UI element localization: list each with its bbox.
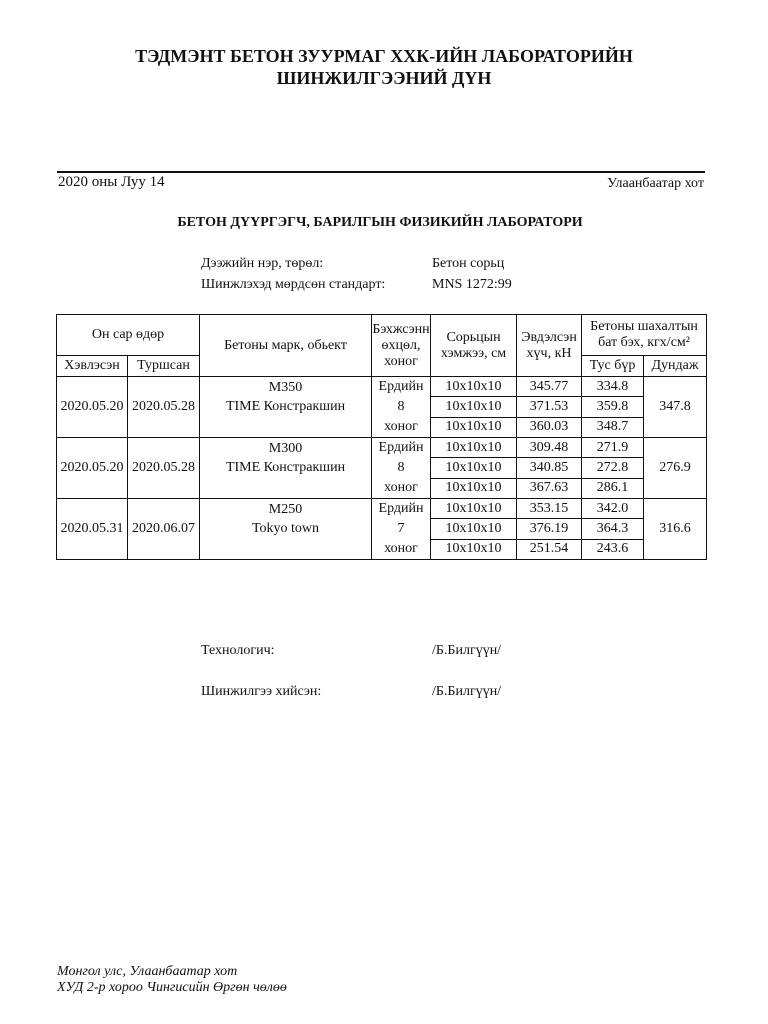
header-curing-line-1: Бэхжсэнн bbox=[372, 321, 430, 337]
standard-value: MNS 1272:99 bbox=[432, 277, 512, 292]
poured-date: 2020.05.20 bbox=[57, 377, 128, 438]
sample-info-row bbox=[201, 256, 621, 272]
strength-single: 364.3 bbox=[582, 519, 644, 539]
header-strength-line-2: бат бэх, кгх/см² bbox=[598, 335, 690, 350]
table-row bbox=[57, 377, 707, 397]
breaking-force: 360.03 bbox=[517, 417, 582, 437]
curing-type: Ердийн bbox=[378, 440, 424, 455]
header-tested: Туршсан bbox=[128, 356, 200, 377]
sample-value: Бетон сорьц bbox=[432, 256, 505, 271]
poured-date: 2020.05.31 bbox=[57, 499, 128, 560]
curing-days: 8 bbox=[397, 399, 405, 414]
header-grade-object: Бетоны марк, обьект bbox=[200, 315, 372, 377]
tester-signature bbox=[201, 684, 621, 700]
curing-days: 8 bbox=[397, 460, 405, 475]
curing-unit: хоног bbox=[384, 419, 418, 434]
header-date-group: Он сар өдөр bbox=[57, 315, 200, 356]
sample-label: Дээжийн нэр, төрөл: bbox=[201, 256, 324, 271]
header-curing-line-2: өхцөл, bbox=[381, 337, 421, 353]
table-row bbox=[57, 499, 707, 519]
sample-size: 10x10x10 bbox=[431, 417, 517, 437]
strength-single: 334.8 bbox=[582, 377, 644, 397]
strength-single: 243.6 bbox=[582, 539, 644, 559]
strength-single: 348.7 bbox=[582, 417, 644, 437]
tested-date: 2020.05.28 bbox=[128, 377, 200, 438]
curing-unit: хоног bbox=[384, 480, 418, 495]
strength-average: 347.8 bbox=[644, 377, 707, 438]
footer-line-1: Монгол улс, Улаанбаатар хот bbox=[57, 964, 238, 979]
standard-label: Шинжлэхэд мөрдсөн стандарт: bbox=[201, 277, 386, 292]
header-force bbox=[517, 315, 582, 377]
strength-single: 342.0 bbox=[582, 499, 644, 519]
sample-size: 10x10x10 bbox=[431, 539, 517, 559]
breaking-force: 353.15 bbox=[517, 499, 582, 519]
object-name: Tokyo town bbox=[251, 521, 320, 536]
footer-line-2: ХУД 2-р хороо Чингисийн Өргөн чөлөө bbox=[57, 980, 287, 995]
breaking-force: 340.85 bbox=[517, 458, 582, 478]
curing-type: Ердийн bbox=[378, 379, 424, 394]
header-curing-line-3: хоног bbox=[384, 353, 418, 369]
grade-object-cell bbox=[200, 499, 372, 560]
header-strength-group bbox=[582, 315, 707, 356]
header-strength-line-1: Бетоны шахалтын bbox=[590, 319, 698, 334]
tested-date: 2020.05.28 bbox=[128, 438, 200, 499]
curing-days: 7 bbox=[397, 521, 405, 536]
sample-size: 10x10x10 bbox=[431, 478, 517, 498]
results-table bbox=[56, 314, 707, 560]
sample-size: 10x10x10 bbox=[431, 438, 517, 458]
sample-size: 10x10x10 bbox=[431, 397, 517, 417]
curing-cell bbox=[372, 438, 431, 499]
technologist-label: Технологич: bbox=[201, 643, 275, 658]
footer-address bbox=[57, 964, 287, 996]
header-size bbox=[431, 315, 517, 377]
sample-size: 10x10x10 bbox=[431, 519, 517, 539]
tested-date: 2020.06.07 bbox=[128, 499, 200, 560]
concrete-grade: M350 bbox=[268, 380, 303, 395]
header-size-line-2: хэмжээ, см bbox=[440, 345, 507, 361]
header-curing bbox=[372, 315, 431, 377]
header-size-line-1: Сорьцын bbox=[446, 329, 501, 345]
object-name: TIME Констракшин bbox=[225, 399, 346, 414]
table-row bbox=[57, 438, 707, 458]
strength-single: 359.8 bbox=[582, 397, 644, 417]
technologist-signature bbox=[201, 643, 621, 659]
header-divider bbox=[57, 171, 705, 173]
breaking-force: 345.77 bbox=[517, 377, 582, 397]
report-city: Улаанбаатар хот bbox=[607, 176, 704, 191]
document-title bbox=[0, 45, 768, 89]
curing-cell bbox=[372, 377, 431, 438]
breaking-force: 371.53 bbox=[517, 397, 582, 417]
sample-size: 10x10x10 bbox=[431, 458, 517, 478]
tester-name: /Б.Билгүүн/ bbox=[432, 684, 502, 699]
header-average: Дундаж bbox=[644, 356, 707, 377]
lab-name: БЕТОН ДҮҮРГЭГЧ, БАРИЛГЫН ФИЗИКИЙН ЛАБОРАТОРИ bbox=[177, 215, 583, 230]
grade-object-cell bbox=[200, 438, 372, 499]
tester-label: Шинжилгээ хийсэн: bbox=[201, 684, 322, 699]
grade-object-cell bbox=[200, 377, 372, 438]
strength-average: 316.6 bbox=[644, 499, 707, 560]
sample-size: 10x10x10 bbox=[431, 499, 517, 519]
curing-cell bbox=[372, 499, 431, 560]
header-force-line-2: хүч, кН bbox=[526, 345, 572, 361]
strength-single: 286.1 bbox=[582, 478, 644, 498]
breaking-force: 367.63 bbox=[517, 478, 582, 498]
curing-unit: хоног bbox=[384, 541, 418, 556]
header-force-line-1: Эвдэлсэн bbox=[521, 329, 577, 345]
object-name: TIME Констракшин bbox=[225, 460, 346, 475]
report-date: 2020 оны Луу 14 bbox=[58, 174, 165, 190]
header-single: Тус бүр bbox=[582, 356, 644, 377]
strength-single: 271.9 bbox=[582, 438, 644, 458]
poured-date: 2020.05.20 bbox=[57, 438, 128, 499]
curing-type: Ердийн bbox=[378, 501, 424, 516]
strength-single: 272.8 bbox=[582, 458, 644, 478]
standard-info-row bbox=[201, 277, 621, 293]
title-line-2: ШИНЖИЛГЭЭНИЙ ДҮН bbox=[276, 68, 492, 88]
sample-size: 10x10x10 bbox=[431, 377, 517, 397]
concrete-grade: M250 bbox=[268, 502, 303, 517]
concrete-grade: M300 bbox=[268, 441, 303, 456]
strength-average: 276.9 bbox=[644, 438, 707, 499]
breaking-force: 376.19 bbox=[517, 519, 582, 539]
title-line-1: ТЭДМЭНТ БЕТОН ЗУУРМАГ ХХК-ИЙН ЛАБОРАТОРИЙН bbox=[135, 46, 633, 66]
header-poured: Хэвлэсэн bbox=[57, 356, 128, 377]
technologist-name: /Б.Билгүүн/ bbox=[432, 643, 502, 658]
breaking-force: 251.54 bbox=[517, 539, 582, 559]
breaking-force: 309.48 bbox=[517, 438, 582, 458]
